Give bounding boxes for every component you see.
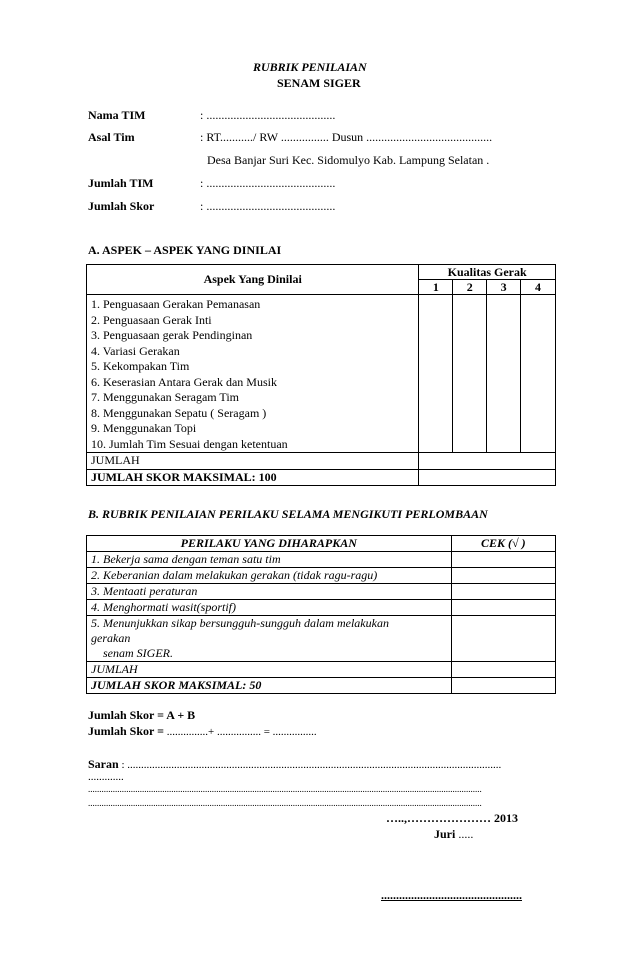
perilaku-item-5-line-2: gerakan [91, 631, 131, 645]
section-a-heading: A. ASPEK – ASPEK YANG DINILAI [88, 243, 282, 257]
kualitas-header: Kualitas Gerak [419, 265, 556, 280]
cek-cell[interactable] [451, 584, 555, 600]
nama-tim-label: Nama TIM [88, 108, 146, 122]
cek-header: CEK (√ ) [451, 536, 555, 552]
jumlah-tim-label: Jumlah TIM [88, 176, 154, 190]
score-cell-3[interactable] [487, 295, 521, 453]
jumlah-tim-field[interactable]: : ........................................... [200, 176, 336, 190]
saran-line-2[interactable]: ............. [88, 771, 124, 783]
signature-date: …..,………………… 2013 [386, 811, 518, 825]
saran-label: Saran [88, 757, 119, 771]
perilaku-table [86, 535, 556, 694]
aspek-item: 7. Menggunakan Seragam Tim [91, 390, 239, 404]
cek-cell[interactable] [451, 616, 555, 662]
perilaku-item [87, 616, 452, 662]
signature-line[interactable]: ............................................... [381, 888, 522, 902]
perilaku-item: 4. Menghormati wasit(sportif) [87, 600, 452, 616]
asal-tim-label: Asal Tim [88, 130, 135, 144]
saran-line-1 [88, 757, 501, 772]
document-title: RUBRIK PENILAIAN [253, 60, 367, 74]
juri-field[interactable]: ..... [455, 827, 474, 841]
perilaku-item: 3. Mentaati peraturan [87, 584, 452, 600]
perilaku-jumlah-label: JUMLAH [87, 662, 452, 678]
jumlah-skor-label: Jumlah Skor [88, 199, 155, 213]
perilaku-skor-maks-label: JUMLAH SKOR MAKSIMAL: 50 [87, 678, 452, 694]
saran-field[interactable]: : ........................................................................................................................................ [118, 759, 502, 771]
perilaku-header: PERILAKU YANG DIHARAPKAN [87, 536, 452, 552]
cek-cell[interactable] [451, 568, 555, 584]
perilaku-item-5-line-1: 5. Menunjukkan sikap bersungguh-sungguh dalam melakukan [91, 616, 389, 630]
aspek-items-cell [87, 295, 419, 453]
aspek-item: 9. Menggunakan Topi [91, 421, 197, 435]
total-calc-label: Jumlah Skor = [88, 724, 164, 738]
section-b-heading: B. RUBRIK PENILAIAN PERILAKU SELAMA MENGIKUTI PERLOMBAAN [88, 507, 488, 521]
aspek-item: 10. Jumlah Tim Sesuai dengan ketentuan [91, 436, 288, 451]
aspek-item: 4. Variasi Gerakan [91, 343, 180, 358]
aspek-skor-maks-value[interactable] [419, 469, 556, 486]
aspek-item: 8. Menggunakan Sepatu ( Seragam ) [91, 405, 267, 420]
aspek-header: Aspek Yang Dinilai [87, 265, 419, 295]
perilaku-item-5-line-3: senam SIGER. [103, 646, 173, 660]
document-subtitle: SENAM SIGER [277, 76, 361, 90]
score-cell-4[interactable] [521, 295, 556, 453]
aspek-jumlah-value[interactable] [419, 453, 556, 470]
perilaku-skor-maks-value[interactable] [451, 678, 555, 694]
aspek-item: 2. Penguasaan Gerak Inti [91, 312, 212, 327]
asal-tim-address: Desa Banjar Suri Kec. Sidomulyo Kab. Lampung Selatan . [207, 153, 490, 167]
asal-tim-field[interactable]: : RT.........../ RW ................ Dusun .......................................... [200, 130, 493, 144]
jumlah-skor-field[interactable]: : ........................................... [200, 199, 336, 213]
cek-cell[interactable] [451, 600, 555, 616]
aspek-item: 1. Penguasaan Gerakan Pemanasan [91, 297, 261, 311]
aspek-table [86, 264, 556, 486]
juri-label: Juri [434, 827, 456, 841]
saran-line-3[interactable]: ............................................................................................................................................................................... [88, 784, 482, 794]
aspek-skor-maks-label: JUMLAH SKOR MAKSIMAL: 100 [87, 469, 419, 486]
aspek-item: 3. Penguasaan gerak Pendinginan [91, 328, 253, 342]
score-cell-1[interactable] [419, 295, 453, 453]
score-header-1: 1 [419, 280, 453, 295]
perilaku-item: 1. Bekerja sama dengan teman satu tim [87, 552, 452, 568]
score-header-4: 4 [521, 280, 556, 295]
nama-tim-field[interactable]: : ........................................... [200, 108, 336, 122]
aspek-item: 6. Keserasian Antara Gerak dan Musik [91, 374, 277, 389]
score-cell-2[interactable] [453, 295, 487, 453]
score-header-2: 2 [453, 280, 487, 295]
perilaku-jumlah-value[interactable] [451, 662, 555, 678]
saran-line-4[interactable]: ............................................................................................................................................................................... [88, 798, 482, 808]
aspek-item: 5. Kekompakan Tim [91, 359, 190, 373]
juri-line [434, 827, 473, 842]
total-calc [88, 724, 317, 739]
total-formula: Jumlah Skor = A + B [88, 708, 196, 722]
score-header-3: 3 [487, 280, 521, 295]
total-calc-field[interactable]: ...............+ ................ = ................ [163, 726, 317, 738]
aspek-jumlah-label: JUMLAH [87, 453, 419, 470]
cek-cell[interactable] [451, 552, 555, 568]
perilaku-item: 2. Keberanian dalam melakukan gerakan (tidak ragu-ragu) [87, 568, 452, 584]
